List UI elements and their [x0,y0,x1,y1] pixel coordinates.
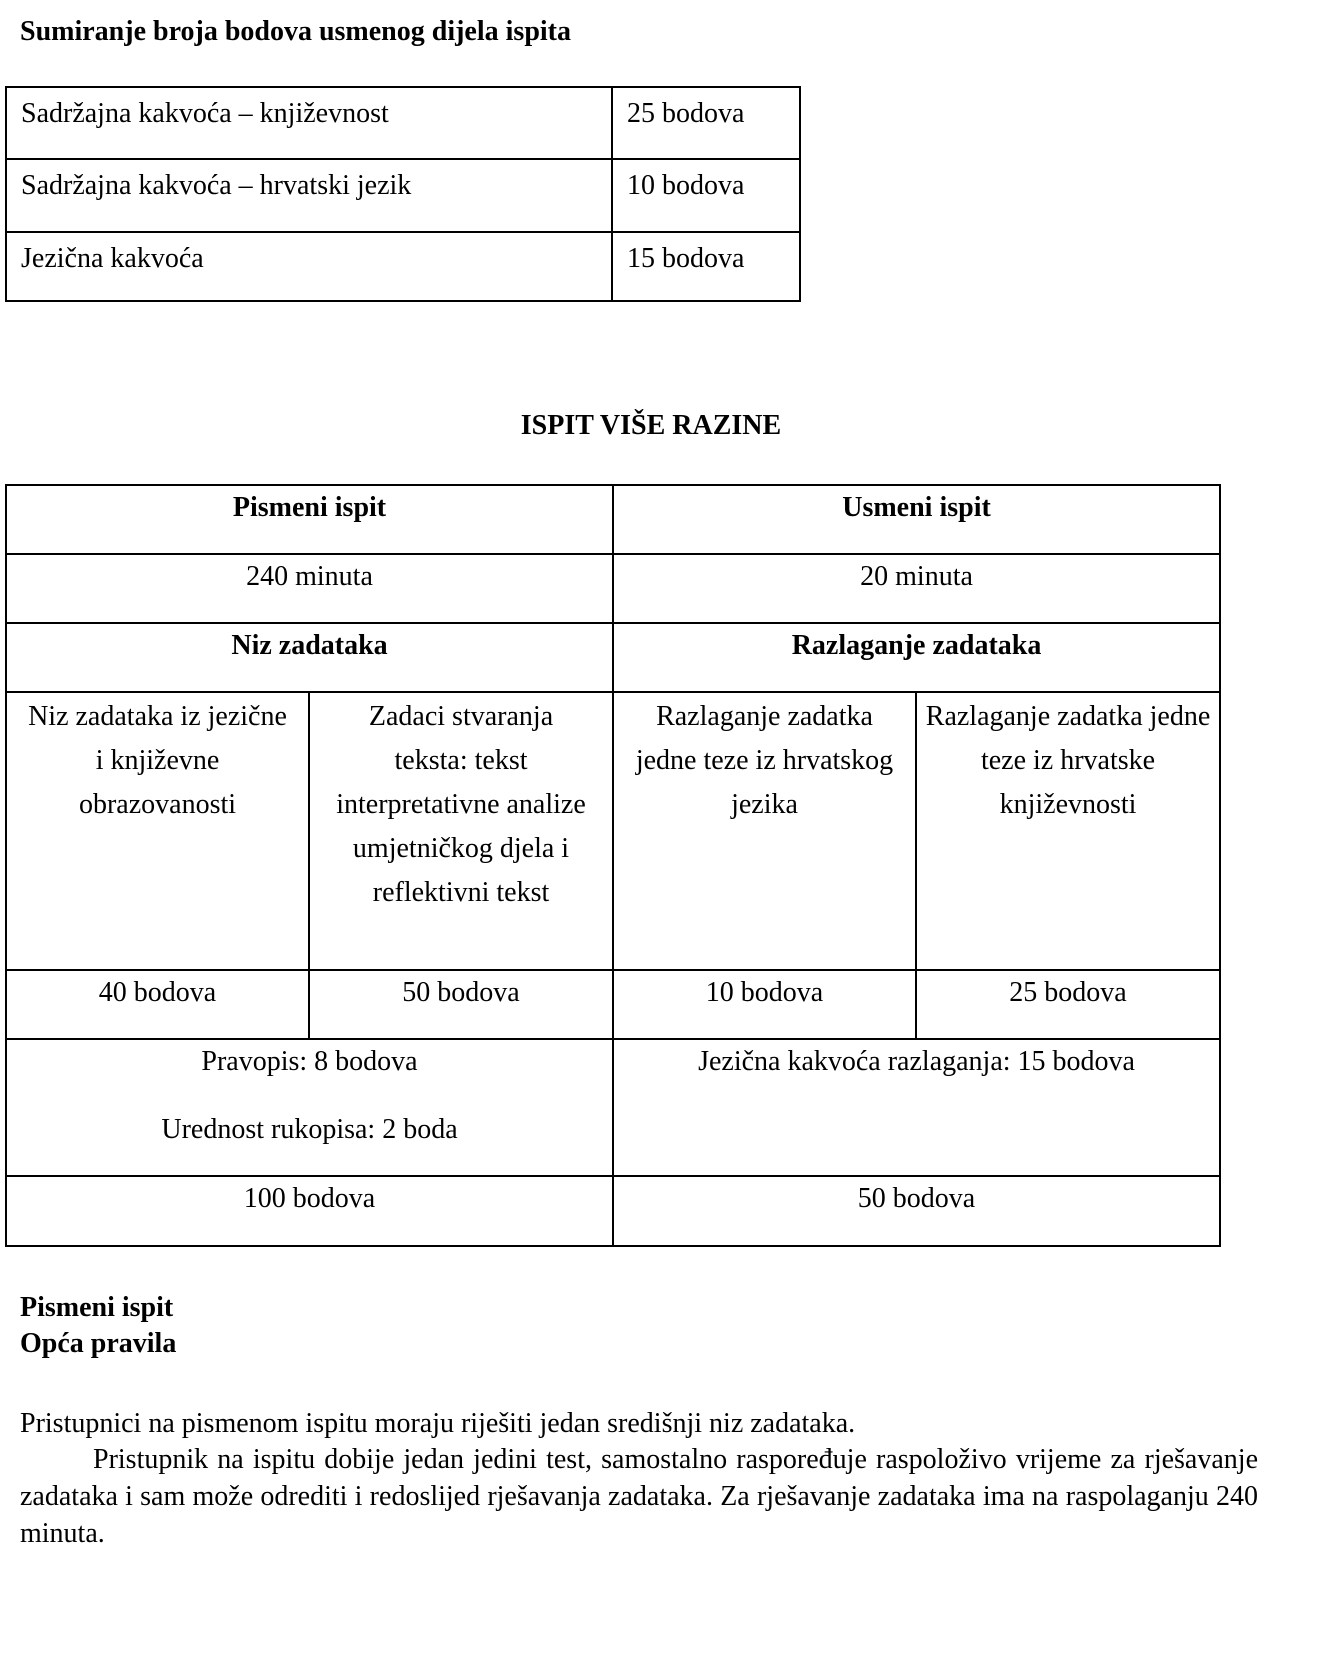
written-extra-handwriting: Urednost rukopisa: 2 boda [161,1114,458,1145]
summary-points: 15 bodova [612,232,800,301]
table-row [6,692,1220,970]
written-task2: Zadaci stvaranja teksta: tekst interpretativne analize umjetničkog djela i reflektivni tekst [309,692,613,970]
oral-task1: Razlaganje zadatka jedne teze iz hrvatskog jezika [613,692,916,970]
written-duration: 240 minuta [6,554,613,623]
table-row [6,970,1220,1039]
oral-duration: 20 minuta [613,554,1220,623]
exam-structure-table [5,484,1221,1247]
summary-points: 25 bodova [612,87,800,159]
written-task1: Niz zadataka iz jezične i književne obrazovanosti [6,692,309,970]
oral-task2-points: 25 bodova [916,970,1220,1039]
table-row [6,623,1220,692]
written-task2-points: 50 bodova [309,970,613,1039]
written-section: Niz zadataka [6,623,613,692]
written-extra [6,1039,613,1176]
rules-paragraph-1: Pristupnici na pismenom ispitu moraju riješiti jedan središnji niz zadataka. [20,1408,856,1439]
written-exam-heading: Pismeni ispit [20,1292,174,1323]
summary-label: Jezična kakvoća [6,232,612,301]
table-row [6,87,800,159]
oral-extra: Jezična kakvoća razlaganja: 15 bodova [613,1039,1220,1176]
summary-heading: Sumiranje broja bodova usmenog dijela ispita [20,16,571,47]
oral-total: 50 bodova [613,1176,1220,1246]
oral-header: Usmeni ispit [613,485,1220,554]
table-row [6,159,800,232]
summary-table [5,86,801,302]
rules-paragraph-2: Pristupnik na ispitu dobije jedan jedini test, samostalno raspoređuje raspoloživo vrijeme za rješavanje zadataka i sam može odrediti i redoslijed rješavanja zadataka. Za rješavanje zadataka ima na raspolaganju 240 minuta. [20,1444,1258,1549]
summary-label: Sadržajna kakvoća – hrvatski jezik [6,159,612,232]
table-row [6,232,800,301]
oral-task2: Razlaganje zadatka jedne teze iz hrvatske književnosti [916,692,1220,970]
written-header: Pismeni ispit [6,485,613,554]
written-total: 100 bodova [6,1176,613,1246]
summary-points: 10 bodova [612,159,800,232]
table-row [6,1039,1220,1176]
higher-level-title: ISPIT VIŠE RAZINE [520,410,782,441]
written-extra-spelling: Pravopis: 8 bodova [201,1046,418,1077]
table-row [6,554,1220,623]
written-task1-points: 40 bodova [6,970,309,1039]
oral-section: Razlaganje zadataka [613,623,1220,692]
table-row [6,1176,1220,1246]
oral-task1-points: 10 bodova [613,970,916,1039]
summary-label: Sadržajna kakvoća – književnost [6,87,612,159]
written-exam-subheading: Opća pravila [20,1328,177,1359]
table-row [6,485,1220,554]
